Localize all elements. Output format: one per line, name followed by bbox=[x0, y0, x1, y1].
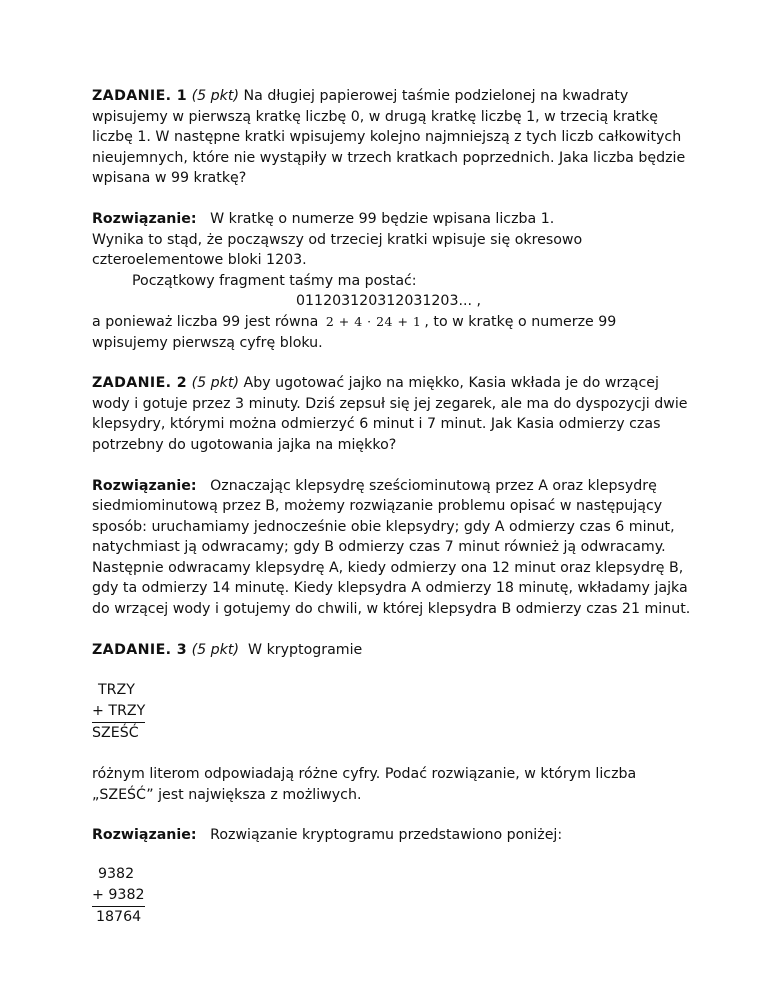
solution-row3: 18764 bbox=[96, 909, 142, 926]
task1-label: ZADANIE. 1 bbox=[92, 88, 188, 104]
task1-solution-label: Rozwiązanie: bbox=[92, 210, 197, 227]
task2-solution-text: Oznaczając klepsydrę sześciominutową przez A oraz klepsydrę siedmiominutową przez B, możemy rozwiązanie problemu opisać w następujący sposób: uruchamiamy jednocześnie obie klepsydry; gdy A odmierzy czas 6 minut, natychmiast ją odwracamy; gdy B odmierzy czas 7 minut również ją odwracamy. Następnie odwracamy klepsydrę A, kiedy odmierzy ona 12 minut oraz klepsydrę B, gdy ta odmierzy 14 minutę. Kiedy klepsydra A odmierzy 18 minutę, wkładamy jajka do wrzącej wody i gotujemy do chwili, w której klepsydra B odmierzy czas 21 minut. bbox=[92, 477, 691, 618]
task1-text: Na długiej papierowej taśmie podzielonej na kwadraty wpisujemy w pierwszą kratkę liczbę 0, w drugą kratkę liczbę 1, w trzecią kratkę liczbę 1. W następne kratki wpisujemy kolejno najmniejszą z tych liczb całkowitych nieujemnych, które nie wystąpiły w trzech kratkach poprzednich. Jaka liczba będzie wpisana w 99 kratkę? bbox=[92, 88, 686, 187]
task3-solution bbox=[92, 825, 692, 846]
task1-statement bbox=[92, 86, 692, 189]
solution-row2: + 9382 bbox=[92, 885, 145, 907]
cryptogram-row1: TRZY bbox=[98, 682, 135, 699]
task3-label: ZADANIE. 3 bbox=[92, 641, 188, 658]
task1-solution-line2: Wynika to stąd, że począwszy od trzeciej kratki wpisuje się okresowo czteroelementowe bloki 1203. bbox=[92, 231, 583, 269]
task1-solution bbox=[92, 209, 692, 230]
task3-solution-text: Rozwiązanie kryptogramu przedstawiono poniżej: bbox=[210, 827, 563, 844]
task1-sequence: 011203120312031203... , bbox=[296, 293, 482, 310]
task2-solution-label: Rozwiązanie: bbox=[92, 477, 197, 494]
cryptogram-row2: + TRZY bbox=[92, 701, 145, 723]
task2-solution bbox=[92, 476, 692, 620]
task1-solution-line4 bbox=[92, 312, 692, 353]
task2-text: Aby ugotować jajko na miękko, Kasia wkłada je do wrzącej wody i gotuje przez 3 minuty. Dziś zepsuł się jej zegarek, ale ma do dyspozycji dwie klepsydry, którymi można odmierzyć 6 minut i 7 minut. Jak Kasia odmierzy czas potrzebny do ugotowania jajka na miękko? bbox=[92, 375, 688, 453]
task1-solution-line3: Początkowy fragment taśmy ma postać: bbox=[132, 272, 417, 289]
task1-solution-line4a: a ponieważ liczba 99 jest równa bbox=[92, 313, 319, 330]
task3-statement bbox=[92, 640, 692, 661]
task2-points: (5 pkt) bbox=[191, 375, 239, 392]
cryptogram-row3: SZEŚĆ bbox=[92, 725, 139, 742]
document-page bbox=[92, 86, 692, 928]
solution-row1: 9382 bbox=[98, 866, 135, 883]
task3-text2: różnym literom odpowiadają różne cyfry. Podać rozwiązanie, w którym liczba „SZEŚĆ” jest największa z możliwych. bbox=[92, 766, 637, 803]
task1-points: (5 pkt) bbox=[191, 88, 239, 104]
task2-statement bbox=[92, 373, 692, 455]
task3-text: W kryptogramie bbox=[248, 641, 363, 658]
task1-formula: 2 + 4 · 24 + 1 bbox=[325, 313, 422, 329]
task1-solution-line4b: , to w kratkę o numerze 99 wpisujemy pierwszą cyfrę bloku. bbox=[92, 313, 617, 351]
task3-cryptogram bbox=[92, 680, 145, 744]
task1-solution-line1: W kratkę o numerze 99 będzie wpisana liczba 1. bbox=[210, 210, 555, 227]
task3-points: (5 pkt) bbox=[191, 641, 239, 658]
task3-solution-label: Rozwiązanie: bbox=[92, 827, 197, 844]
task3-solution-sum bbox=[92, 864, 145, 928]
task2-label: ZADANIE. 2 bbox=[92, 375, 188, 392]
